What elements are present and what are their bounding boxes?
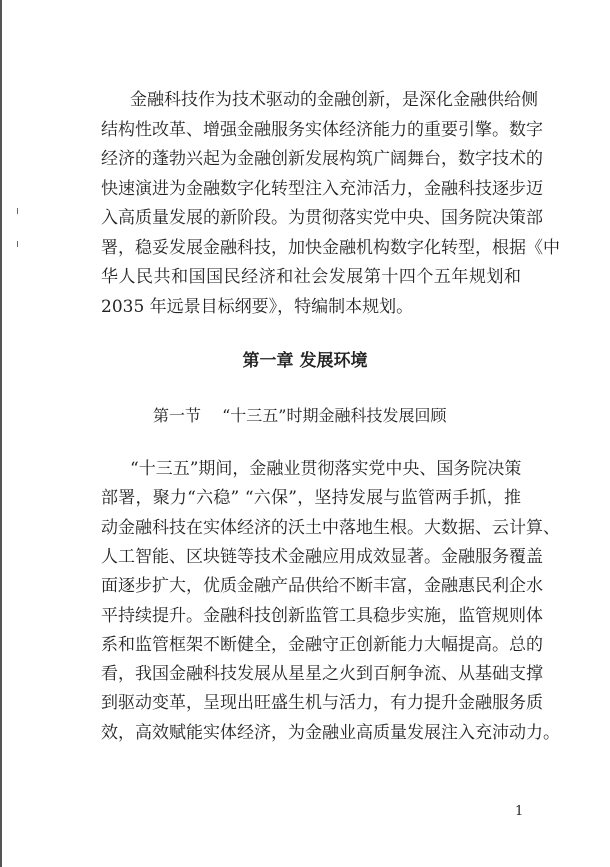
text-line: 人工智能、区块链等技术金融应用成效显著。金融服务覆盖 (101, 546, 543, 567)
text-line: 入高质量发展的新阶段。为贯彻落实党中央、国务院决策部 (101, 208, 543, 228)
text-line: 经济的蓬勃兴起为金融创新发展构筑广阔舞台，数字技术的 (101, 149, 543, 169)
chapter-title: 第一章 发展环境 (242, 351, 368, 371)
text-line: 面逐步扩大，优质金融产品供给不断丰富，金融惠民利企水 (101, 576, 543, 597)
text-line: 动金融科技在实体经济的沃土中落地生根。大数据、云计算、 (101, 517, 560, 538)
text-line: 华人民共和国国民经济和社会发展第十四个五年规划和 (101, 267, 521, 287)
text-line: 部署，聚力“六稳” “六保”，坚持发展与监管两手抓，推 (101, 488, 521, 509)
text-line: 系和监管框架不断健全，金融守正创新能力大幅提高。总的 (101, 634, 543, 655)
page-number: 1 (515, 804, 524, 819)
text-line: 快速演进为金融数字化转型注入充沛活力，金融科技逐步迈 (101, 178, 543, 199)
page-edge (0, 0, 2, 867)
text-line: “十三五”期间，金融业贯彻落实党中央、国务院决策 (130, 459, 522, 479)
text-line: 到驱动变革，呈现出旺盛生机与活力，有力提升金融服务质 (101, 693, 543, 714)
text-line: 结构性改革、增强金融服务实体经济能力的重要引擎。数字 (101, 119, 543, 140)
text-line: 署，稳妥发展金融科技，加快金融机构数字化转型，根据《中 (101, 237, 560, 258)
text-line: 金融科技作为技术驱动的金融创新，是深化金融供给侧 (130, 90, 538, 110)
margin-mark (17, 241, 18, 247)
text-line: 效，高效赋能实体经济，为金融业高质量发展注入充沛动力。 (101, 722, 560, 743)
text-line: 平持续提升。金融科技创新监管工具稳步实施，监管规则体 (101, 605, 543, 626)
text-line: 2035 年远景目标纲要》，特编制本规划。 (101, 296, 414, 317)
text-line: 看，我国金融科技发展从星星之火到百舸争流、从基础支撑 (101, 664, 543, 685)
section-title: 第一节 “十三五”时期金融科技发展回顾 (153, 406, 447, 425)
margin-mark (17, 208, 18, 214)
